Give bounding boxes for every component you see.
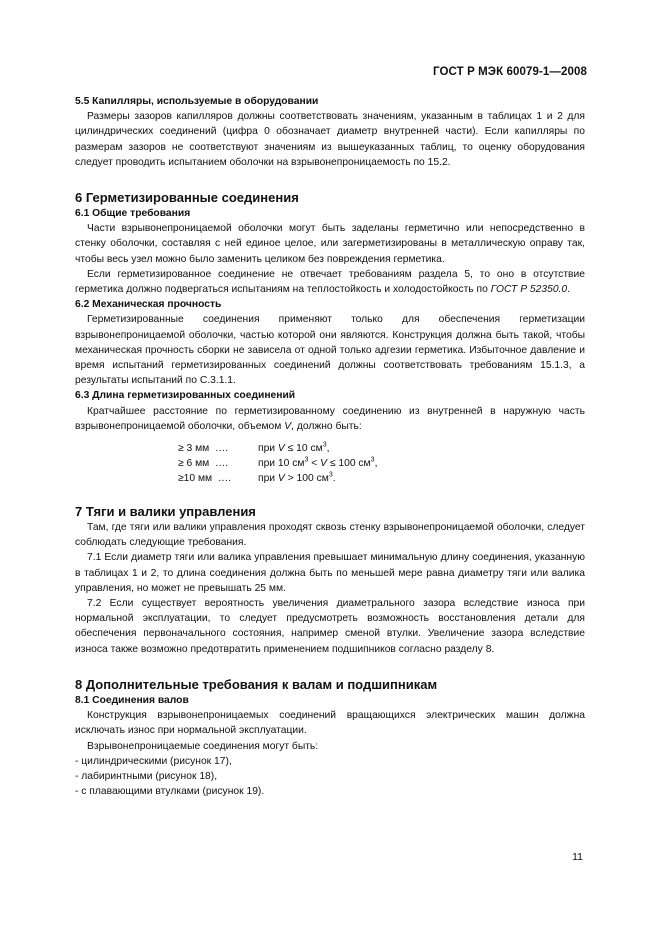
paragraph-text: . <box>567 284 571 296</box>
length-value: ≥10 мм …. <box>178 473 232 485</box>
subsection-heading-6-2: 6.2 Механическая прочность <box>75 299 222 311</box>
condition-text: при 10 $см^3 < V \le 100$ $см^3$, <box>258 456 378 470</box>
length-condition-row <box>178 471 585 486</box>
paragraph-8-1-1: Конструкция взрывонепроницаемых соединений вращающихся электрических машин должна исключать износ при нормальной эксплуатации. <box>75 710 585 737</box>
list-item: - лабиринтными (рисунок 18), <box>75 770 218 782</box>
paragraph-5-5: Размеры зазоров капилляров должны соответствовать значениям, указанным в таблицах 1 и 2 для цилиндрических соединений (цифра 0 обозначает диаметр внутренней части). Если капилляры по размерам зазоров не соответствуют значениям из вышеуказанных таблиц, то оценку оборудования следует проводить испытанием оболочки на взрывонепроницаемость по 15.2. <box>75 111 585 168</box>
paragraph-7-1: 7.1 Если диаметр тяги или валика управления превышает минимальную длину соединения, указанную в таблицах 1 и 2, то длина соединения должна быть по меньшей мере равна диаметру тяги или валика управления, но может не превышать 25 мм. <box>75 552 585 594</box>
subsection-heading-6-3: 6.3 Длина герметизированных соединений <box>75 390 296 402</box>
standard-reference-link[interactable]: ГОСТ Р 52350.0 <box>490 284 568 296</box>
paragraph-6-1-2 <box>75 267 585 297</box>
subsection-heading-5-5: 5.5 Капилляры, используемые в оборудовании <box>75 96 319 107</box>
length-value: ≥ 3 мм …. <box>178 443 229 455</box>
paragraph-text: Кратчайшее расстояние по герметизированному соединению из внутренней в наружную часть взрывонепроницаемой оболочки, объемом <box>75 405 585 432</box>
length-conditions-list <box>178 441 585 486</box>
section-title-8: 8 Дополнительные требования к валам и подшипникам <box>75 676 438 692</box>
page-number: 11 <box>572 851 583 863</box>
paragraph-7-2: 7.2 Если существует вероятность увеличения диаметрального зазора вследствие износа при нормальной эксплуатации, то следует предусмотреть возможность восстановления детали для обеспечения первоначального состояния, например сменой втулки. Увеличение зазора вследствие износа также возможно предотвратить применением подшипников согласно разделу 8. <box>75 598 585 655</box>
paragraph-6-1-1: Части взрывонепроницаемой оболочки могут быть заделаны герметично или непосредственно в стенку оболочки, составляя с ней единое целое, или загерметизированы в металлическую оправу так, чтобы весь узел можно было заменить целиком без повреждения герметика. <box>75 223 585 265</box>
subsection-heading-6-1: 6.1 Общие требования <box>75 208 191 220</box>
paragraph-8-1-2: Взрывонепроницаемые соединения могут быть: <box>87 740 319 752</box>
list-item: - цилиндрическими (рисунок 17), <box>75 755 232 767</box>
length-value: ≥ 6 мм …. <box>178 458 229 470</box>
length-condition-row <box>178 456 585 471</box>
page-content <box>75 94 585 799</box>
subsection-heading-8-1: 8.1 Соединения валов <box>75 694 189 706</box>
paragraph-7-intro: Там, где тяги или валики управления проходят сквозь стенку взрывонепроницаемой оболочки, следует соблюдать следующие требования. <box>75 522 585 549</box>
paragraph-6-2: Герметизированные соединения применяют только для обеспечения герметизации взрывонепроницаемой оболочки, частью которой они являются. Конструкция должна быть такой, чтобы механическая прочность сборки не зависела от одной только адгезии герметика. Избыточное давление и время испытаний герметизированных соединений должны соответствовать требованиям 15.1.3, а результаты испытаний по С.3.1.1. <box>75 314 585 387</box>
condition-text: при V > 100 $см^3$. <box>258 471 336 485</box>
volume-symbol: V <box>284 420 292 432</box>
paragraph-text: Если герметизированное соединение не отвечает требованиям раздела 5, то оно в отсутствие герметика должно подвергаться испытаниям на теплостойкость и холодостойкость по <box>75 268 585 296</box>
condition-text: при V ≤ 10 $см^3$, <box>258 441 330 455</box>
section-title-6: 6 Герметизированные соединения <box>75 190 299 206</box>
paragraph-text: , должно быть: <box>291 420 362 432</box>
paragraph-6-3 <box>75 404 585 434</box>
document-header: ГОСТ Р МЭК 60079-1—2008 <box>433 66 587 78</box>
length-condition-row <box>178 441 585 456</box>
joint-types-list <box>75 754 585 800</box>
section-title-7: 7 Тяги и валики управления <box>75 504 256 520</box>
list-item: - с плавающими втулками (рисунок 19). <box>75 786 265 798</box>
